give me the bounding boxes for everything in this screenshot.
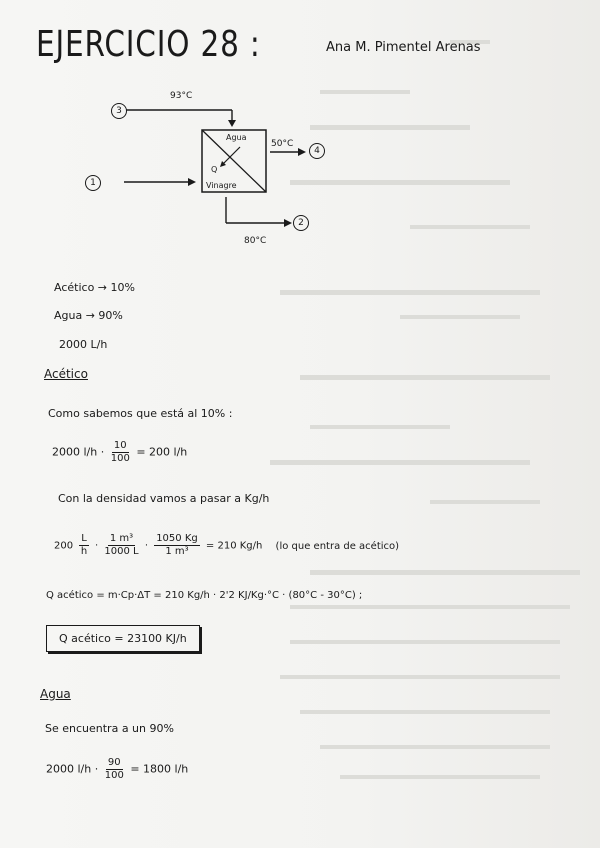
acetico-intro: Como sabemos que está al 10% : [48,407,233,420]
eq1-right: = 200 l/h [136,445,188,459]
stream-node-3: 3 [111,103,127,119]
outlet-2-temperature: 80°C [244,236,267,246]
box-label-q: Q [211,165,218,174]
stream-node-2: 2 [293,215,309,231]
section-heading-agua: Agua [40,687,71,701]
agua-equation [46,757,188,782]
composition-acetico: Acético → 10% [54,281,135,294]
author-name: Ana M. Pimentel Arenas [326,40,481,55]
eq2-fraction-c [154,533,200,558]
section-heading-acetico: Acético [44,367,88,381]
eq1-fraction [111,440,130,465]
stream-node-4: 4 [309,143,325,159]
acetico-equation-2: 200 $\frac{L}{h}$ · $\frac{\text{1 m³}}{1000 L}$ · $\frac{1050 Kg}{\text{1 m³}}$ = 210 Kg/h (lo que entra de acético) [54,533,400,557]
density-text: Con la densidad vamos a pasar a Kg/h [58,492,270,505]
agua-eq-fraction [105,757,124,782]
eq2-b-denominator: 1000 L [104,546,139,557]
agua-eq-denominator: 100 [104,770,124,781]
eq2-c-denominator: 1 m³ [165,546,189,557]
box-label-vinagre: Vinagre [206,181,237,190]
eq2-result: = 210 Kg/h [205,540,263,552]
page-title: EJERCICIO 28 : [36,24,261,65]
eq1-numerator: 10 [113,440,127,451]
composition-agua: Agua → 90% [54,309,123,322]
eq2-a-numerator: L [81,533,87,544]
box-label-agua: Agua [226,133,247,142]
eq2-b-numerator: 1 m³ [109,533,134,544]
agua-eq-numerator: 90 [107,757,121,768]
acetico-equation-1 [52,440,187,465]
eq2-c-numerator: 1050 Kg [156,533,198,544]
eq2-fraction-a [79,533,89,558]
agua-intro: Se encuentra a un 90% [45,722,174,735]
eq2-fraction-b [104,533,138,558]
composition-flow: 2000 L/h [59,338,108,351]
eq1-left: 2000 l/h · [52,445,105,459]
stream-node-1: 1 [85,175,101,191]
outlet-4-temperature: 50°C [271,139,294,149]
agua-eq-left: 2000 l/h · [46,762,99,776]
eq1-denominator: 100 [110,453,130,464]
eq2-a-denominator: h [80,546,88,557]
eq2-note: (lo que entra de acético) [275,540,400,552]
agua-eq-right: = 1800 l/h [130,762,189,776]
eq2-value: 200 [54,540,74,552]
inlet-temperature: 93°C [170,91,193,101]
result-box-acetico: Q acético = 23100 KJ/h [46,625,200,652]
heat-equation: Q acético = m·Cp·ΔT = 210 Kg/h · 2'2 KJ/Kg·°C · (80°C - 30°C) ; [46,590,363,601]
